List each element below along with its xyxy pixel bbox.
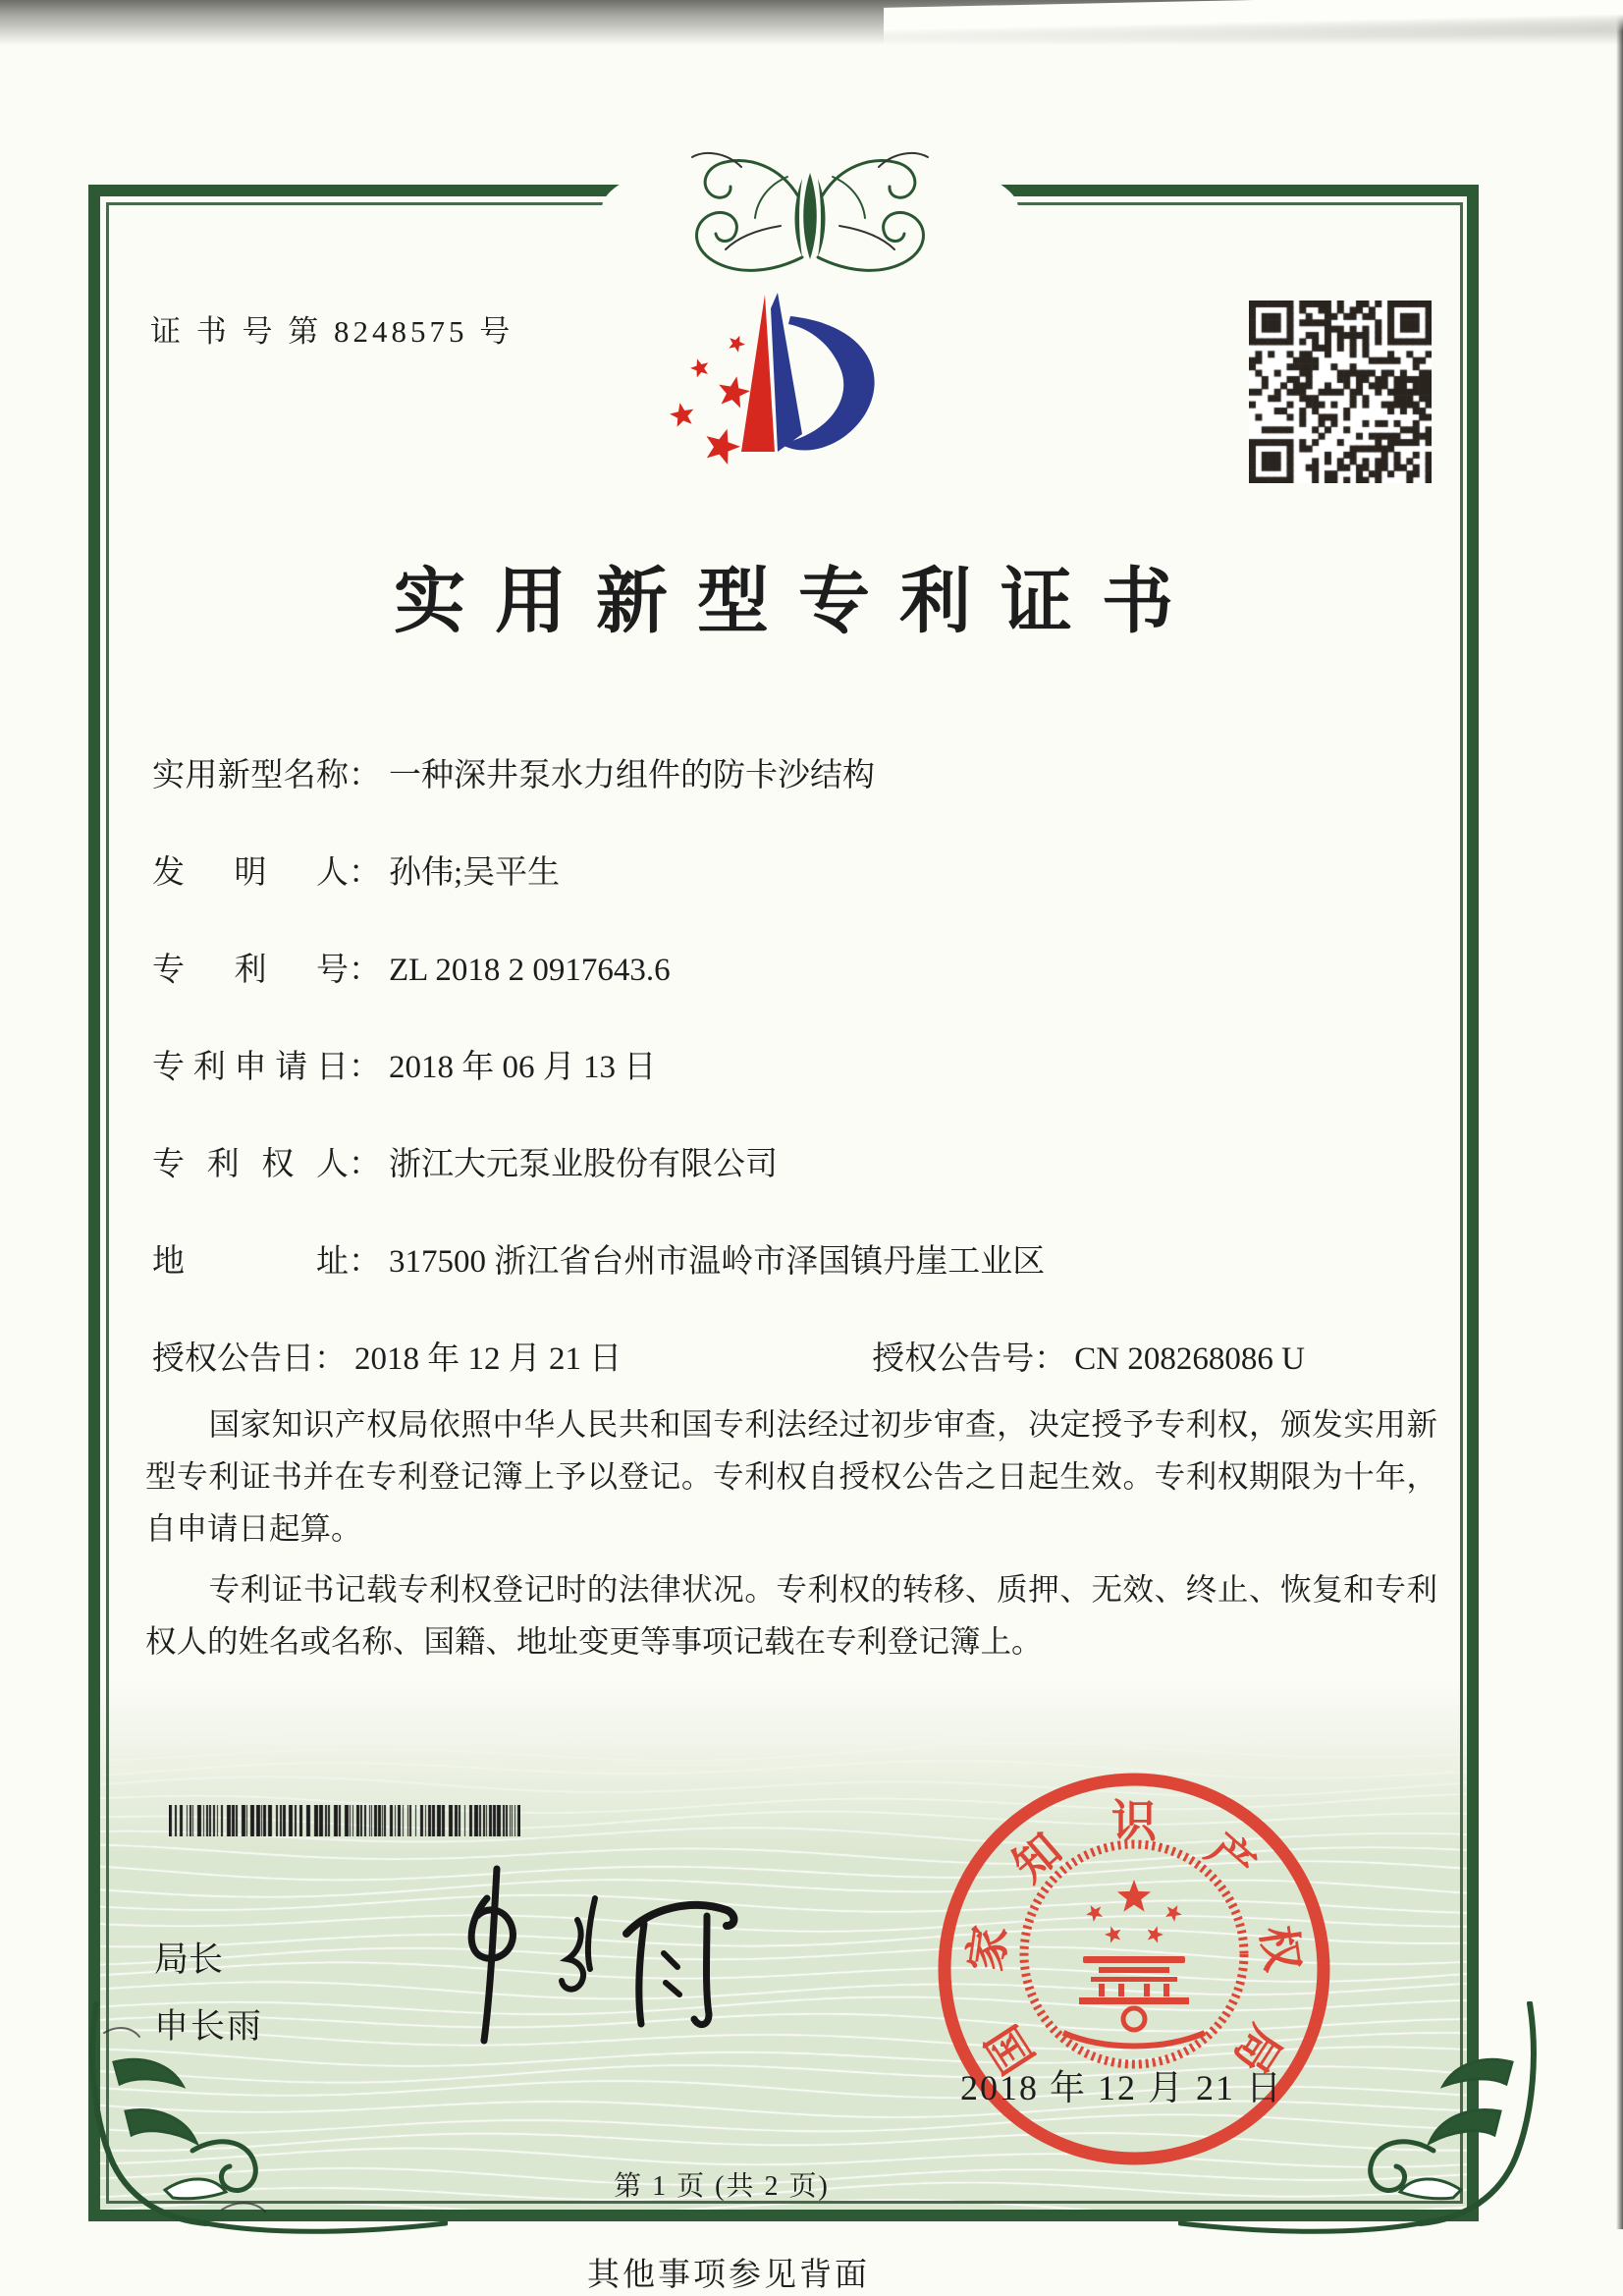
seal-char: 产 [1197, 1824, 1265, 1892]
grant-no-value: CN 208268086 U [1074, 1341, 1305, 1377]
field-colon: ： [349, 855, 381, 891]
seal-text [960, 1797, 1308, 2082]
field-colon: ： [349, 1147, 381, 1182]
field-label: 地址 [152, 1244, 349, 1280]
director-name: 申长雨 [154, 2007, 264, 2046]
seal-char: 家 [960, 1922, 1016, 1975]
national-emblem [1024, 1844, 1244, 2064]
field-colon: ： [349, 758, 381, 793]
top-flourish-ornament [545, 137, 1075, 287]
grant-date-label: 授权公告日 [152, 1341, 314, 1377]
field-value: 317500 浙江省台州市温岭市泽国镇丹崖工业区 [389, 1244, 1046, 1280]
logo-star [690, 358, 708, 377]
qr-code [1249, 301, 1432, 483]
grant-date-colon: ： [314, 1341, 347, 1377]
field-value: ZL 2018 2 0917643.6 [389, 953, 671, 988]
seal-char: 知 [1003, 1824, 1071, 1892]
director-block [154, 1942, 263, 2044]
grant-no-label: 授权公告号 [872, 1341, 1035, 1377]
field-row-2 [152, 944, 671, 990]
field-value: 2018 年 06 月 13 日 [389, 1050, 657, 1085]
field-label: 专利申请日 [152, 1050, 349, 1085]
legal-paragraph-2: 专利证书记载专利权登记时的法律状况。专利权的转移、质押、无效、终止、恢复和专利权人的姓名或名称、国籍、地址变更等事项记载在专利登记簿上。 [145, 1572, 1437, 1659]
logo-star [707, 429, 741, 465]
grant-date-value: 2018 年 12 月 21 日 [354, 1341, 622, 1377]
cnipa-patent-logo [643, 285, 928, 496]
field-label: 专利权人 [152, 1147, 349, 1182]
field-label: 实用新型名称 [152, 758, 349, 793]
scan-edge-right [1616, 0, 1623, 2229]
certificate-number: 证 书 号 第 8248575 号 [150, 314, 514, 349]
grant-no-colon: ： [1034, 1341, 1067, 1377]
field-colon: ： [349, 1244, 381, 1280]
field-row-1 [152, 847, 560, 893]
field-row-0 [152, 749, 875, 795]
logo-star [670, 403, 693, 427]
legal-paragraph-1: 国家知识产权局依照中华人民共和国专利法经过初步审查，决定授予专利权，颁发实用新型专利证书并在专利登记簿上予以登记。专利权自授权公告之日起生效。专利权期限为十年，自申请日起算。 [145, 1407, 1437, 1546]
field-value: 浙江大元泵业股份有限公司 [389, 1147, 778, 1182]
seal-char: 权 [1252, 1922, 1308, 1975]
field-label: 专利号 [152, 953, 349, 988]
seal-char: 国 [977, 2016, 1045, 2082]
field-row-3 [152, 1041, 656, 1087]
back-note: 其他事项参见背面 [587, 2258, 870, 2293]
certificate-title: 实用新型专利证书 [394, 562, 1203, 641]
cnipa-red-seal [923, 1758, 1345, 2180]
logo-star [719, 376, 750, 408]
page-indicator: 第 1 页 (共 2 页) [614, 2171, 830, 2202]
field-value: 一种深井泵水力组件的防卡沙结构 [389, 758, 875, 793]
seal-date: 2018 年 12 月 21 日 [960, 2068, 1284, 2107]
barcode [169, 1805, 520, 1836]
director-signature [422, 1859, 785, 2060]
legal-text [145, 1398, 1437, 1676]
director-title: 局长 [154, 1941, 224, 1979]
seal-char: 识 [1111, 1796, 1157, 1847]
field-value: 孙伟;吴平生 [389, 855, 561, 891]
field-colon: ： [349, 953, 381, 988]
grant-row [152, 1333, 1305, 1379]
field-row-5 [152, 1235, 1045, 1282]
seal-char: 局 [1223, 2016, 1291, 2082]
field-row-4 [152, 1138, 778, 1184]
field-colon: ： [349, 1050, 381, 1085]
field-label: 发明人 [152, 855, 349, 891]
logo-star [729, 336, 745, 353]
